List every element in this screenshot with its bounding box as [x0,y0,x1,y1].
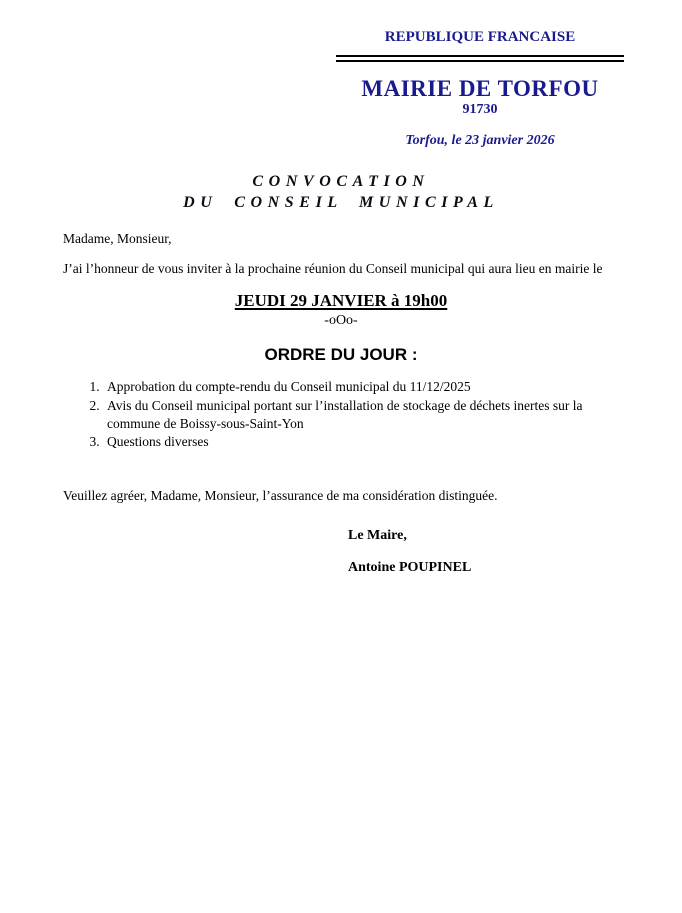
closing-paragraph: Veuillez agréer, Madame, Monsieur, l’assurance de ma considération distinguée. [63,488,498,504]
agenda-list [0,378,618,451]
agenda-item: 2. Avis du Conseil municipal portant sur l’installation de stockage de déchets inertes sur la commune de Boissy-sous-Saint-Yon [103,397,618,433]
document-title [0,172,682,214]
agenda-item: 1. Approbation du compte-rendu du Conseil municipal du 11/12/2025 [103,378,618,396]
signature-role: Le Maire, [348,527,407,543]
salutation: Madame, Monsieur, [63,230,172,246]
intro-paragraph: J’ai l’honneur de vous inviter à la prochaine réunion du Conseil municipal qui aura lieu en mairie le [63,260,603,276]
place-and-date: Torfou, le 23 janvier 2026 [405,133,555,149]
republic-heading: REPUBLIQUE FRANCAISE [384,29,576,45]
agenda-heading: ORDRE DU JOUR : [264,345,418,365]
double-rule-divider [336,55,624,62]
signature-name: Antoine POUPINEL [348,560,472,576]
document-title-line1: CONVOCATION [252,173,430,191]
mairie-title: MAIRIE DE TORFOU [361,76,599,101]
agenda-item: 3. Questions diverses [103,433,618,451]
letterhead [336,28,624,150]
document-title-line2: DU CONSEIL MUNICIPAL [183,193,499,211]
postal-code: 91730 [462,102,498,118]
ooo-separator: -oOo- [324,313,358,329]
meeting-date-heading: JEUDI 29 JANVIER à 19h00 [234,291,448,311]
